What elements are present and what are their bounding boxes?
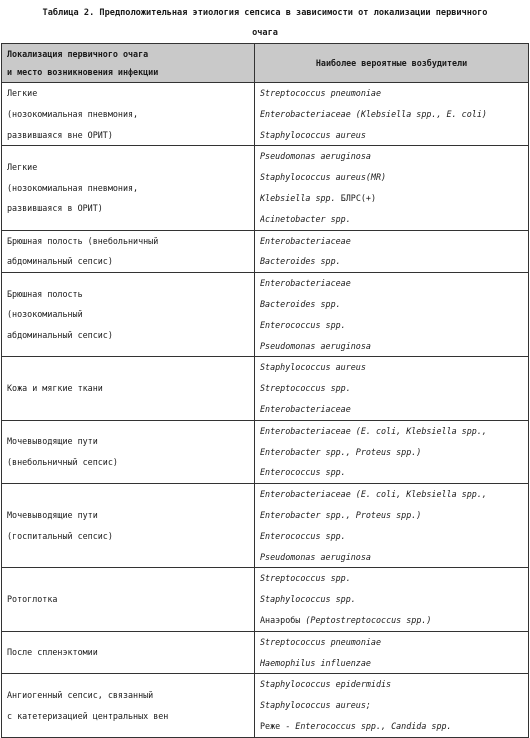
pathogen-text: Staphylococcus aureus; (260, 700, 371, 711)
pathogens-cell (255, 230, 529, 273)
site-text: развившаяся в ОРИТ) (7, 203, 103, 214)
site-cell (2, 83, 255, 146)
site-cell (2, 357, 255, 420)
pathogen-text: Enterobacteriaceae (260, 403, 351, 414)
table-header-row (2, 44, 529, 83)
site-text: (нозокомиальная пневмония, (7, 108, 139, 119)
table-row (2, 484, 529, 568)
table-row (2, 357, 529, 420)
pathogen-text: Acinetobacter spp. (260, 213, 351, 224)
pathogen-text: Streptococcus spp. (260, 383, 351, 394)
caption-line-1: Таблица 2. Предположительная этиология сепсиса в зависимости от локализации первичного (42, 8, 488, 18)
pathogen-text: Bacteroides spp. (260, 298, 341, 309)
site-text: Легкие (7, 161, 38, 172)
pathogen-text: Pseudomonas aeruginosa (260, 551, 371, 562)
site-text: (нозокомиальный (7, 309, 83, 320)
pathogen-text: Bacteroides spp. (260, 256, 341, 267)
pathogens-cell (255, 631, 529, 674)
site-text: Ротоглотка (7, 594, 58, 605)
pathogens-cell (255, 273, 529, 357)
pathogen-text: Streptococcus spp. (260, 573, 351, 584)
site-text: (внебольничный сепсис) (7, 456, 118, 467)
site-cell (2, 568, 255, 631)
pathogen-text: Enterococcus spp. (260, 319, 346, 330)
pathogens-cell (255, 83, 529, 146)
anaerobes-label: Анаэробы (260, 614, 306, 625)
table-row (2, 83, 529, 146)
pathogen-text: Enterococcus spp. (260, 467, 346, 478)
pathogen-text: Enterobacter spp., Proteus spp.) (260, 446, 422, 457)
table-row (2, 273, 529, 357)
pathogens-cell (255, 674, 529, 737)
pathogen-text: Streptococcus pneumoniae (260, 636, 382, 647)
pathogen-text: Haemophilus influenzae (260, 657, 371, 668)
header-site: Локализация первичного очага и место возникновения инфекции (2, 44, 255, 83)
pathogen-text: Klebsiella spp. БЛРС(+) (260, 192, 376, 203)
table-row (2, 230, 529, 273)
table-row (2, 568, 529, 631)
table-row (2, 631, 529, 674)
site-cell (2, 674, 255, 737)
pathogen-text: Streptococcus pneumoniae (260, 88, 382, 98)
site-text: Мочевыводящие пути (7, 509, 98, 520)
pathogen-text: Реже - Enterococcus spp., Candida spp. (260, 720, 452, 731)
site-text: (нозокомиальная пневмония, (7, 182, 139, 193)
site-text: Ангиогенный сепсис, связанный (7, 689, 154, 700)
site-text: Мочевыводящие пути (7, 436, 98, 447)
site-text: Брюшная полость (внебольничный (7, 235, 159, 246)
site-text: Брюшная полость (7, 288, 83, 299)
table-caption (0, 0, 530, 43)
pathogen-text: Enterobacteriaceae (260, 235, 351, 246)
site-cell (2, 484, 255, 568)
caption-line-2: очага (252, 28, 278, 38)
pathogen-text: Staphylococcus spp. (260, 594, 356, 605)
site-cell (2, 631, 255, 674)
pathogen-text: Enterobacteriaceae (Klebsiella spp., E. coli) (260, 108, 487, 119)
pathogen-text: Staphylococcus epidermidis (260, 679, 392, 690)
pathogen-text: Staphylococcus aureus (260, 362, 366, 373)
site-text: Легкие (7, 88, 38, 98)
pathogen-text: Enterobacteriaceae (E. coli, Klebsiella spp., (260, 489, 487, 500)
pathogen-text: Enterobacteriaceae (E. coli, Klebsiella spp., (260, 425, 487, 436)
site-cell (2, 273, 255, 357)
site-text: развившаяся вне ОРИТ) (7, 129, 113, 140)
rarely-label: Реже - (260, 720, 296, 731)
pathogen-text: Анаэробы (Peptostreptococcus spp.) (260, 614, 432, 625)
esbl-label: БЛРС(+) (340, 192, 376, 203)
pathogen-text: Enterobacteriaceae (260, 278, 351, 289)
pathogen-text: Staphylococcus aureus(MR) (260, 172, 387, 183)
header-pathogens: Наиболее вероятные возбудители (255, 44, 529, 83)
site-text: с катетеризацией центральных вен (7, 710, 169, 721)
etiology-table (1, 43, 529, 738)
pathogen-text: Enterococcus spp. (260, 530, 346, 541)
site-text: абдоминальный сепсис) (7, 256, 113, 267)
site-cell (2, 420, 255, 483)
pathogen-text: Pseudomonas aeruginosa (260, 151, 371, 162)
site-cell (2, 230, 255, 273)
site-text: Кожа и мягкие ткани (7, 383, 103, 394)
table-row (2, 146, 529, 230)
site-text: абдоминальный сепсис) (7, 330, 113, 341)
pathogen-text: Staphylococcus aureus (260, 129, 366, 140)
site-text: (госпитальный сепсис) (7, 530, 113, 541)
table-row (2, 674, 529, 737)
site-cell (2, 146, 255, 230)
pathogens-cell (255, 568, 529, 631)
pathogens-cell (255, 357, 529, 420)
pathogen-text: Enterobacter spp., Proteus spp.) (260, 509, 422, 520)
pathogens-cell (255, 484, 529, 568)
pathogens-cell (255, 420, 529, 483)
site-text: После спленэктомии (7, 647, 98, 658)
pathogen-text: Pseudomonas aeruginosa (260, 340, 371, 351)
table-row (2, 420, 529, 483)
pathogens-cell (255, 146, 529, 230)
